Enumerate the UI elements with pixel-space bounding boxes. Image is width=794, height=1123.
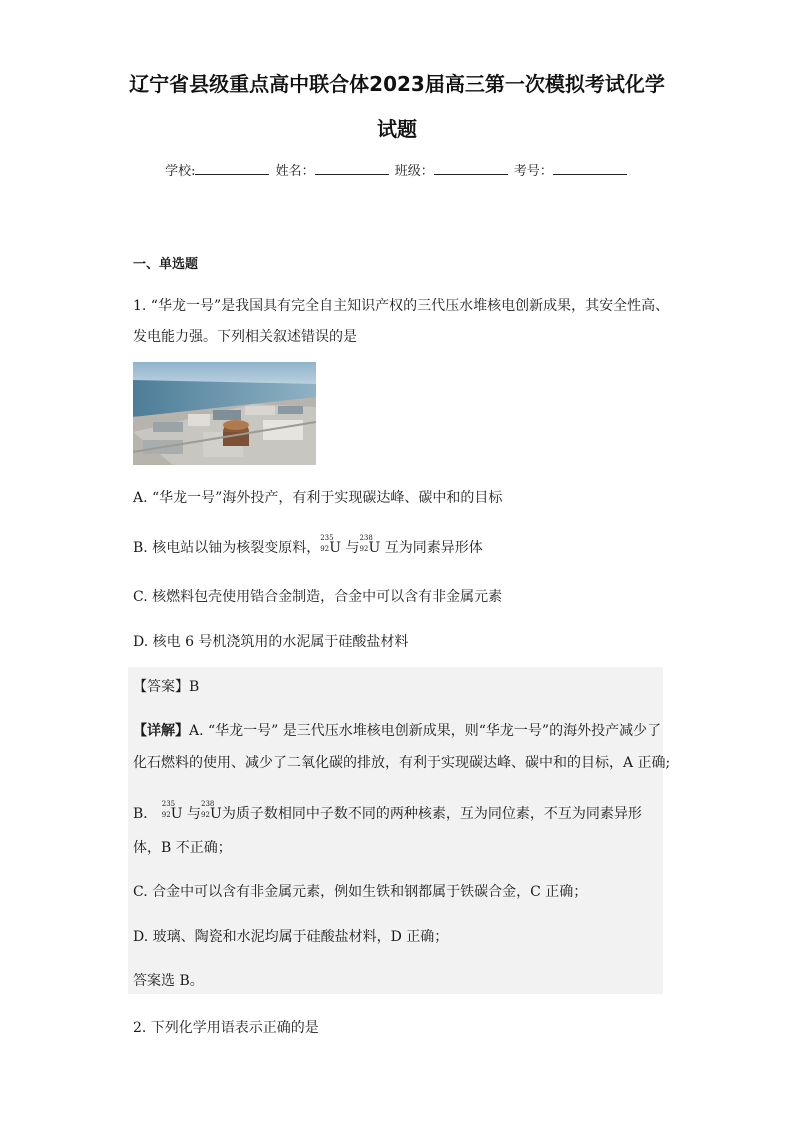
section-title: 一、单选题 [133,257,199,272]
nuclear-plant-photo [133,362,316,465]
element-symbol: U [368,540,381,556]
q1-option-c: C. 核燃料包壳使用锆合金制造，合金中可以含有非金属元素 [133,589,503,605]
exam-number-label: 考号： [513,164,553,179]
q1-stem-line2: 发电能力强。下列相关叙述错误的是 [133,329,357,345]
detail-a-text: A. “华龙一号” 是三代压水堆核电创新成果，则“华龙一号”的海外投产减少了 [189,723,662,739]
isotope-u235 [161,800,176,819]
q1-option-b-text2: 与 [345,540,360,556]
page-title-line2: 试题 [377,117,417,141]
q1-detail-d: D. 玻璃、陶瓷和水泥均属于硅酸盐材料，D 正确； [133,929,449,945]
page-title-line1: 辽宁省县级重点高中联合体2023届高三第一次模拟考试化学 [129,72,665,96]
isotope-number: 92 [320,545,330,553]
name-label: 姓名： [275,164,315,179]
detail-b-mid: 与 [187,806,202,822]
q1-option-b-text1: B. 核电站以铀为核裂变原料， [133,540,321,556]
q1-detail-a-line1 [133,720,661,740]
q1-detail-b-line1 [133,800,642,823]
isotope-mass: 238 [359,534,373,542]
q1-detail-c: C. 合金中可以含有非金属元素，例如生铁和钢都属于铁碳合金，C 正确； [133,884,588,900]
q1-detail-b-line2: 体，B 不正确； [133,840,232,856]
q1-option-b-text3: 互为同素异形体 [384,540,483,556]
school-blank [195,162,269,175]
element-symbol: U [210,806,222,822]
q1-option-d: D. 核电 6 号机浇筑用的水泥属于硅酸盐材料 [133,634,409,650]
class-label: 班级： [394,164,434,179]
detail-b-text: 为质子数相同中子数不同的两种核素，互为同位素，不互为同素异形 [221,806,642,822]
q1-detail-a-line2: 化石燃料的使用、减少了二氧化碳的排放，有利于实现碳达峰、碳中和的目标，A 正确; [133,755,671,771]
name-blank [315,162,389,175]
isotope-u238 [359,534,373,553]
isotope-number: 92 [359,545,369,553]
student-info-fields [0,160,794,179]
detail-b-prefix: B． [133,806,158,822]
q2-stem: 2. 下列化学用语表示正确的是 [133,1020,319,1036]
q1-option-a: A. “华龙一号”海外投产，有利于实现碳达峰、碳中和的目标 [133,490,503,506]
element-symbol: U [170,806,183,822]
element-symbol: U [329,540,342,556]
exam-number-blank [553,162,627,175]
q1-conclusion: 答案选 B。 [133,973,204,989]
q1-answer: 【答案】B [133,679,200,695]
isotope-number: 92 [161,811,171,819]
isotope-number: 92 [201,811,210,819]
isotope-mass: 235 [161,800,176,808]
q1-stem-line1: 1. “华龙一号”是我国具有完全自主知识产权的三代压水堆核电创新成果，其安全性高、 [133,298,670,314]
isotope-mass: 235 [320,534,334,542]
school-label: 学校: [165,164,196,179]
q1-option-b [133,534,483,557]
isotope-mass: 238 [201,800,215,808]
isotope-u235 [320,534,334,553]
detail-tag: 【详解】 [133,723,189,739]
isotope-u238 [201,800,215,819]
class-blank [434,162,508,175]
